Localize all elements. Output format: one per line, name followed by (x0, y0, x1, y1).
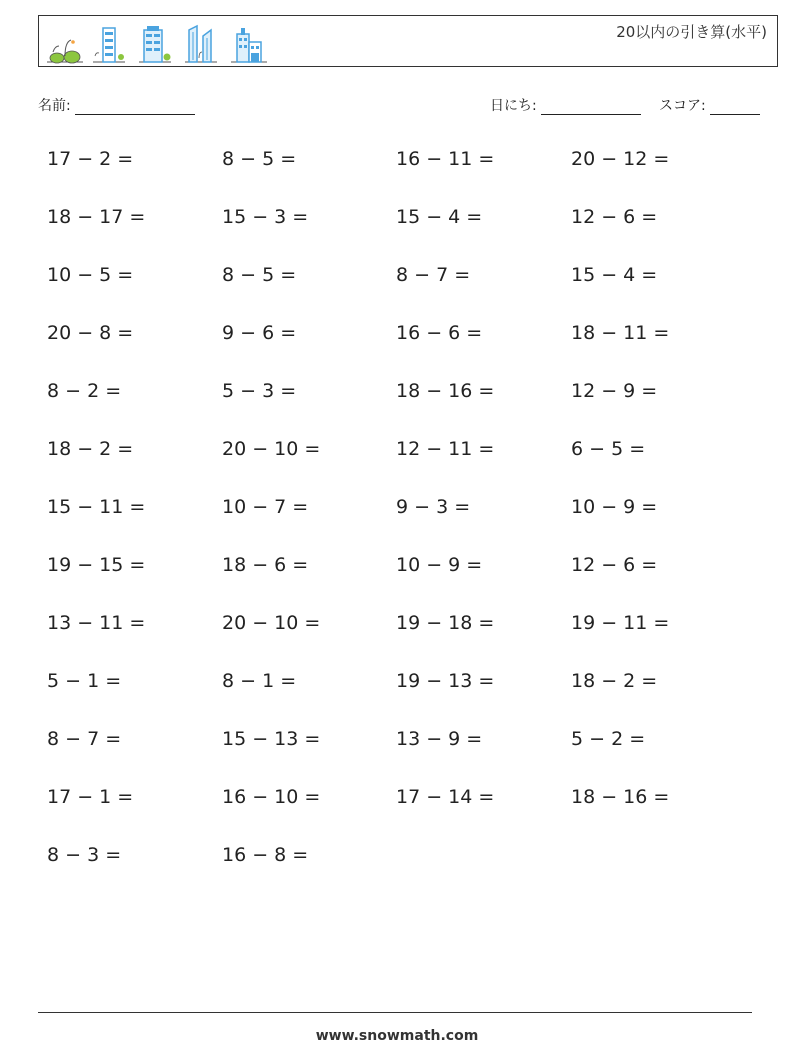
problem-item: 15 − 3 = (222, 206, 309, 228)
score-field (659, 95, 760, 115)
problem-item: 8 − 5 = (222, 264, 297, 286)
date-field (490, 95, 641, 115)
problem-item: 19 − 18 = (396, 612, 495, 634)
problem-item: 10 − 9 = (571, 496, 658, 518)
problem-item: 16 − 11 = (396, 148, 495, 170)
problem-item: 18 − 17 = (47, 206, 146, 228)
problem-item: 18 − 11 = (571, 322, 670, 344)
footer-divider (38, 1012, 752, 1013)
problem-item: 9 − 3 = (396, 496, 471, 518)
problem-item: 15 − 11 = (47, 496, 146, 518)
problem-item: 12 − 6 = (571, 554, 658, 576)
problem-item: 5 − 1 = (47, 670, 122, 692)
problem-item: 5 − 3 = (222, 380, 297, 402)
problem-item: 18 − 2 = (571, 670, 658, 692)
problem-item: 10 − 5 = (47, 264, 134, 286)
problem-item: 16 − 8 = (222, 844, 309, 866)
problem-item: 10 − 9 = (396, 554, 483, 576)
problem-item: 17 − 1 = (47, 786, 134, 808)
problem-item: 8 − 7 = (396, 264, 471, 286)
problem-item: 8 − 5 = (222, 148, 297, 170)
problem-item: 8 − 3 = (47, 844, 122, 866)
problem-item: 20 − 12 = (571, 148, 670, 170)
problem-item: 10 − 7 = (222, 496, 309, 518)
problem-item: 20 − 10 = (222, 612, 321, 634)
problem-item: 15 − 4 = (396, 206, 483, 228)
problem-item: 13 − 11 = (47, 612, 146, 634)
problem-item: 8 − 7 = (47, 728, 122, 750)
date-label: 日にち: (490, 98, 537, 114)
problem-item: 8 − 2 = (47, 380, 122, 402)
park-tree-icon (45, 22, 85, 64)
problem-item: 19 − 13 = (396, 670, 495, 692)
problem-item: 16 − 6 = (396, 322, 483, 344)
name-line[interactable] (75, 100, 195, 115)
problem-item: 19 − 15 = (47, 554, 146, 576)
footer-url: www.snowmath.com (315, 1028, 479, 1044)
problem-item: 18 − 16 = (571, 786, 670, 808)
name-label: 名前: (38, 98, 71, 114)
problem-item: 18 − 2 = (47, 438, 134, 460)
problem-item: 19 − 11 = (571, 612, 670, 634)
problem-item: 18 − 6 = (222, 554, 309, 576)
problem-item: 18 − 16 = (396, 380, 495, 402)
score-line[interactable] (710, 100, 760, 115)
problem-item: 20 − 10 = (222, 438, 321, 460)
problem-item: 17 − 2 = (47, 148, 134, 170)
score-label: スコア: (659, 98, 706, 114)
building-icon (91, 22, 127, 64)
problem-item: 15 − 4 = (571, 264, 658, 286)
city-building-icon (229, 22, 269, 64)
skyscraper-icon (183, 22, 219, 64)
problem-item: 13 − 9 = (396, 728, 483, 750)
problem-item: 20 − 8 = (47, 322, 134, 344)
problem-grid (47, 146, 747, 900)
date-line[interactable] (541, 100, 641, 115)
problem-item: 12 − 6 = (571, 206, 658, 228)
problem-item: 5 − 2 = (571, 728, 646, 750)
office-building-icon (137, 22, 173, 64)
name-field (38, 95, 195, 115)
problem-item: 15 − 13 = (222, 728, 321, 750)
problem-item: 12 − 11 = (396, 438, 495, 460)
problem-item: 12 − 9 = (571, 380, 658, 402)
problem-item: 9 − 6 = (222, 322, 297, 344)
problem-item: 8 − 1 = (222, 670, 297, 692)
worksheet-title: 20以内の引き算(水平) (616, 23, 767, 41)
problem-item: 17 − 14 = (396, 786, 495, 808)
worksheet-header (38, 15, 778, 67)
problem-item: 6 − 5 = (571, 438, 646, 460)
problem-item: 16 − 10 = (222, 786, 321, 808)
